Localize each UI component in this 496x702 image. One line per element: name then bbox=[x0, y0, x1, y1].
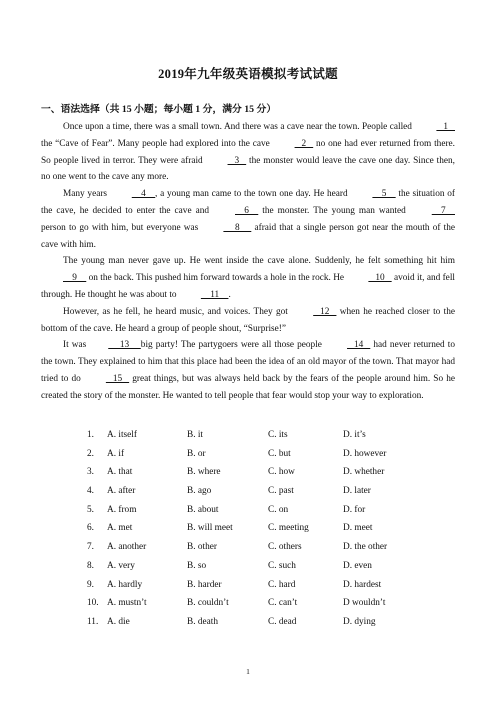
option-a: A. after bbox=[107, 486, 136, 497]
passage-paragraph bbox=[41, 186, 455, 253]
option-row bbox=[87, 486, 427, 505]
passage-paragraph bbox=[41, 253, 455, 303]
option-b: B. it bbox=[187, 430, 204, 440]
passage-text: The young man never gave up. He went inside the cave alone. Suddenly, he felt something hit him bbox=[63, 256, 455, 267]
option-b: B. about bbox=[187, 504, 219, 515]
option-a: A. if bbox=[107, 448, 125, 459]
answer-blank: 8 bbox=[223, 222, 252, 233]
answer-blank: 5 bbox=[372, 189, 396, 200]
option-row bbox=[87, 430, 427, 449]
passage-text: on the back. This pushed him forward towards a hole in the rock. He bbox=[86, 273, 347, 284]
option-b: B. other bbox=[187, 542, 217, 553]
option-c: C. past bbox=[268, 486, 294, 497]
option-a: A. hardly bbox=[107, 579, 143, 590]
passage-text: the situation of the cave, he decided to enter the cave and bbox=[41, 189, 455, 216]
option-d: D. hardest bbox=[343, 579, 382, 590]
passage-text: It was bbox=[63, 340, 87, 351]
question-number: 5. bbox=[87, 504, 94, 515]
option-d: D. for bbox=[343, 504, 366, 515]
answer-blank: 13 bbox=[108, 340, 141, 351]
question-number: 1. bbox=[87, 430, 94, 440]
reading-passage bbox=[41, 119, 455, 405]
passage-text: avoid it, and fell through. He thought he was about to bbox=[41, 273, 455, 300]
option-row bbox=[87, 542, 427, 561]
passage-paragraph bbox=[41, 304, 455, 338]
answer-blank: 7 bbox=[431, 205, 455, 216]
answer-blank: 2 bbox=[294, 138, 314, 149]
passage-text: , a young man came to the town one day. He heard bbox=[155, 189, 351, 200]
passage-text: no one had ever returned from there. So people lived in terror. They were afraid bbox=[41, 138, 455, 166]
question-number: 4. bbox=[87, 486, 94, 497]
option-d: D. the other bbox=[343, 542, 388, 553]
passage-paragraph bbox=[41, 119, 455, 186]
passage-text: great things, but was always held back by the fears of the people around him. So he created the story of the monster. He wanted to tell people that fear would stop your way to exploration. bbox=[41, 373, 455, 401]
option-d: D. however bbox=[343, 448, 387, 459]
exam-title: 2019年九年级英语模拟考试试题 bbox=[158, 67, 338, 81]
passage-text: big party! The partygoers were all those people bbox=[140, 340, 326, 351]
option-a: A. that bbox=[107, 467, 133, 478]
option-a: A. mustn’t bbox=[107, 598, 147, 609]
option-d: D wouldn’t bbox=[343, 598, 386, 609]
option-row bbox=[87, 580, 427, 599]
option-b: B. or bbox=[187, 448, 206, 459]
options-list bbox=[87, 430, 427, 636]
option-d: D. even bbox=[343, 560, 372, 571]
option-b: B. death bbox=[187, 616, 218, 627]
question-number: 7. bbox=[87, 542, 94, 553]
option-b: B. will meet bbox=[187, 523, 233, 534]
passage-text: when he reached closer to the bottom of the cave. He heard a group of people shout, “Surprise!” bbox=[41, 306, 456, 334]
option-row bbox=[87, 467, 427, 486]
answer-blank: 4 bbox=[131, 189, 156, 200]
answer-blank: 12 bbox=[313, 306, 337, 317]
question-number: 9. bbox=[87, 579, 94, 590]
option-row bbox=[87, 598, 427, 617]
question-number: 10. bbox=[87, 598, 99, 609]
option-row bbox=[87, 523, 427, 542]
option-b: B. where bbox=[187, 467, 221, 478]
option-c: C. others bbox=[268, 542, 302, 553]
question-number: 2. bbox=[87, 448, 94, 459]
passage-text: Many years bbox=[63, 189, 110, 200]
option-d: D. later bbox=[343, 486, 371, 497]
option-c: C. how bbox=[268, 467, 295, 478]
question-number: 3. bbox=[87, 467, 94, 478]
passage-text: Once upon a time, there was a small town. And there was a cave near the town. People called bbox=[63, 122, 415, 132]
question-number: 6. bbox=[87, 523, 94, 534]
option-d: D. dying bbox=[343, 616, 376, 627]
passage-text: had never returned to the town. They explained to him that this place had been the idea of an old mayor of the town. That mayor had tried to do bbox=[41, 340, 455, 384]
option-c: C. dead bbox=[268, 616, 297, 627]
answer-blank: 11 bbox=[200, 289, 229, 300]
answer-blank: 10 bbox=[368, 273, 392, 284]
option-b: B. harder bbox=[187, 579, 222, 590]
answer-blank: 14 bbox=[347, 340, 371, 351]
answer-blank: 3 bbox=[227, 155, 247, 166]
option-c: C. can’t bbox=[268, 598, 298, 609]
option-d: D. meet bbox=[343, 523, 373, 534]
passage-text: afraid that a single person got near the mouth of the cave with him. bbox=[41, 222, 455, 250]
option-a: A. die bbox=[107, 616, 130, 627]
option-c: C. but bbox=[268, 448, 291, 459]
answer-blank: 1 bbox=[436, 122, 455, 132]
option-c: C. its bbox=[268, 430, 288, 440]
option-c: C. on bbox=[268, 504, 289, 515]
answer-blank: 9 bbox=[63, 273, 87, 284]
answer-blank: 15 bbox=[105, 373, 130, 384]
passage-text: . bbox=[228, 289, 231, 300]
option-a: A. itself bbox=[107, 430, 137, 440]
option-d: D. whether bbox=[343, 467, 385, 478]
option-d: D. it’s bbox=[343, 430, 366, 440]
option-a: A. met bbox=[107, 523, 133, 534]
passage-paragraph bbox=[41, 337, 455, 404]
option-a: A. another bbox=[107, 542, 147, 553]
passage-text: However, as he fell, he heard music, and voices. They got bbox=[63, 306, 292, 317]
option-row bbox=[87, 561, 427, 580]
section-heading: 一、语法选择（共 15 小题；每小题 1 分，满分 15 分） bbox=[41, 104, 277, 115]
passage-text: the monster. The young man wanted bbox=[258, 205, 410, 216]
option-c: C. meeting bbox=[268, 523, 309, 534]
passage-text: the monster would leave the cave one day. Since then, no one went to the cave any more. bbox=[41, 155, 455, 183]
option-b: B. so bbox=[187, 560, 207, 571]
option-row bbox=[87, 617, 427, 636]
passage-text: person to go with him, but everyone was bbox=[41, 222, 202, 233]
option-row bbox=[87, 449, 427, 468]
option-b: B. couldn’t bbox=[187, 598, 229, 609]
page-number: 1 bbox=[246, 667, 250, 676]
passage-text: the “Cave of Fear”. Many people had explored into the cave bbox=[41, 138, 273, 149]
option-c: C. hard bbox=[268, 579, 296, 590]
option-c: C. such bbox=[268, 560, 296, 571]
option-row bbox=[87, 505, 427, 524]
option-b: B. ago bbox=[187, 486, 212, 497]
question-number: 11. bbox=[87, 616, 99, 627]
answer-blank: 6 bbox=[235, 205, 259, 216]
question-number: 8. bbox=[87, 560, 94, 571]
option-a: A. from bbox=[107, 504, 137, 515]
option-a: A. very bbox=[107, 560, 135, 571]
